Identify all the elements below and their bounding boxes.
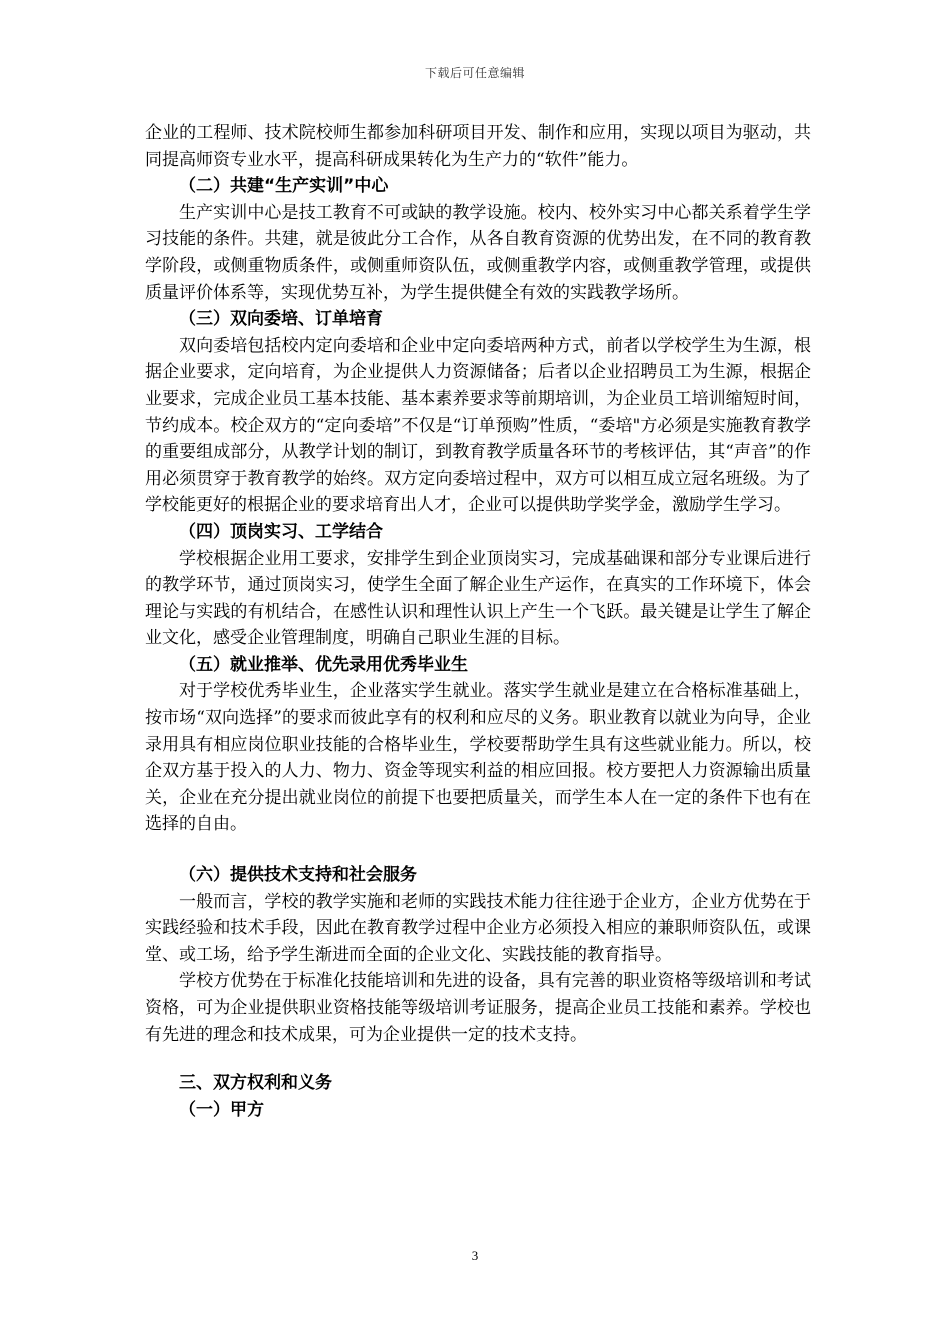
paragraph-project-driven: 企业的工程师、技术院校师生都参加科研项目开发、制作和应用，实现以项目为驱动，共同提高师资专业水平，提高科研成果转化为生产力的“软件”能力。: [145, 123, 811, 170]
heading-two-way-training: （三）双向委培、订单培育: [179, 309, 383, 330]
heading-tech-support: （六）提供技术支持和社会服务: [179, 865, 417, 886]
paragraph-enterprise-advantage: 一般而言，学校的教学实施和老师的实践技术能力往往逊于企业方，企业方优势在于实践经验和技术手段，因此在教育教学过程中企业方必须投入相应的兼职师资队伍，或课堂、或工场，给予学生渐进而全面的企业文化、实践技能的教育指导。: [145, 891, 811, 965]
heading-employment: （五）就业推举、优先录用优秀毕业生: [179, 654, 468, 675]
heading-internship: （四）顶岗实习、工学结合: [179, 521, 383, 542]
heading-party-a: （一）甲方: [179, 1099, 264, 1120]
paragraph-school-advantage: 学校方优势在于标准化技能培训和先进的设备，具有完善的职业资格等级培训和考试资格，可为企业提供职业资格技能等级培训考证服务，提高企业员工技能和素养。学校也有先进的理念和技术成果，可为企业提供一定的技术支持。: [145, 971, 811, 1045]
paragraph-internship: 学校根据企业用工要求，安排学生到企业顶岗实习，完成基础课和部分专业课后进行的教学环节，通过顶岗实习，使学生全面了解企业生产运作，在真实的工作环境下，体会理论与实践的有机结合，在感性认识和理性认识上产生一个飞跃。最关键是让学生了解企业文化，感受企业管理制度，明确自己职业生涯的目标。: [145, 548, 811, 649]
section-heading-rights-obligations: 三、双方权利和义务: [179, 1073, 332, 1094]
paragraph-two-way-training: 双向委培包括校内定向委培和企业中定向委培两种方式，前者以学校学生为生源，根据企业要求，定向培育，为企业提供人力资源储备；后者以企业招聘员工为生源，根据企业要求，完成企业员工基本技能、基本素养要求等前期培训，为企业员工培训缩短时间，节约成本。校企双方的“定向委培”不仅是“订单预购”性质，“委培"方必须是实施教育教学的重要组成部分，从教学计划的制订，到教育教学质量各环节的考核评估，其“声音”的作用必须贯穿于教育教学的始终。双方定向委培过程中，双方可以相互成立冠名班级。为了学校能更好的根据企业的要求培育出人才，企业可以提供助学奖学金，激励学生学习。: [145, 335, 811, 516]
paragraph-training-center: 生产实训中心是技工教育不可或缺的教学设施。校内、校外实习中心都关系着学生学习技能的条件。共建，就是彼此分工合作，从各自教育资源的优势出发，在不同的教育教学阶段，或侧重物质条件，或侧重师资队伍，或侧重教学内容，或侧重教学管理，或提供质量评价体系等，实现优势互补，为学生提供健全有效的实践教学场所。: [145, 202, 811, 303]
page-number: 3: [471, 1248, 479, 1263]
heading-co-build-training-center: （二）共建“生产实训”中心: [179, 176, 389, 197]
paragraph-employment: 对于学校优秀毕业生，企业落实学生就业。落实学生就业是建立在合格标准基础上，按市场“双向选择”的要求而彼此享有的权利和应尽的义务。职业教育以就业为向导，企业录用具有相应岗位职业技能的合格毕业生，学校要帮助学生具有这些就业能力。所以，校企双方基于投入的人力、物力、资金等现实利益的相应回报。校方要把人力资源输出质量关，企业在充分提出就业岗位的前提下也要把质量关，而学生本人在一定的条件下也有在选择的自由。: [145, 681, 811, 835]
page-header: 下载后可任意编辑: [424, 66, 525, 80]
document-body: [145, 120, 811, 1123]
spacer: [145, 1048, 811, 1070]
spacer: [145, 838, 811, 862]
